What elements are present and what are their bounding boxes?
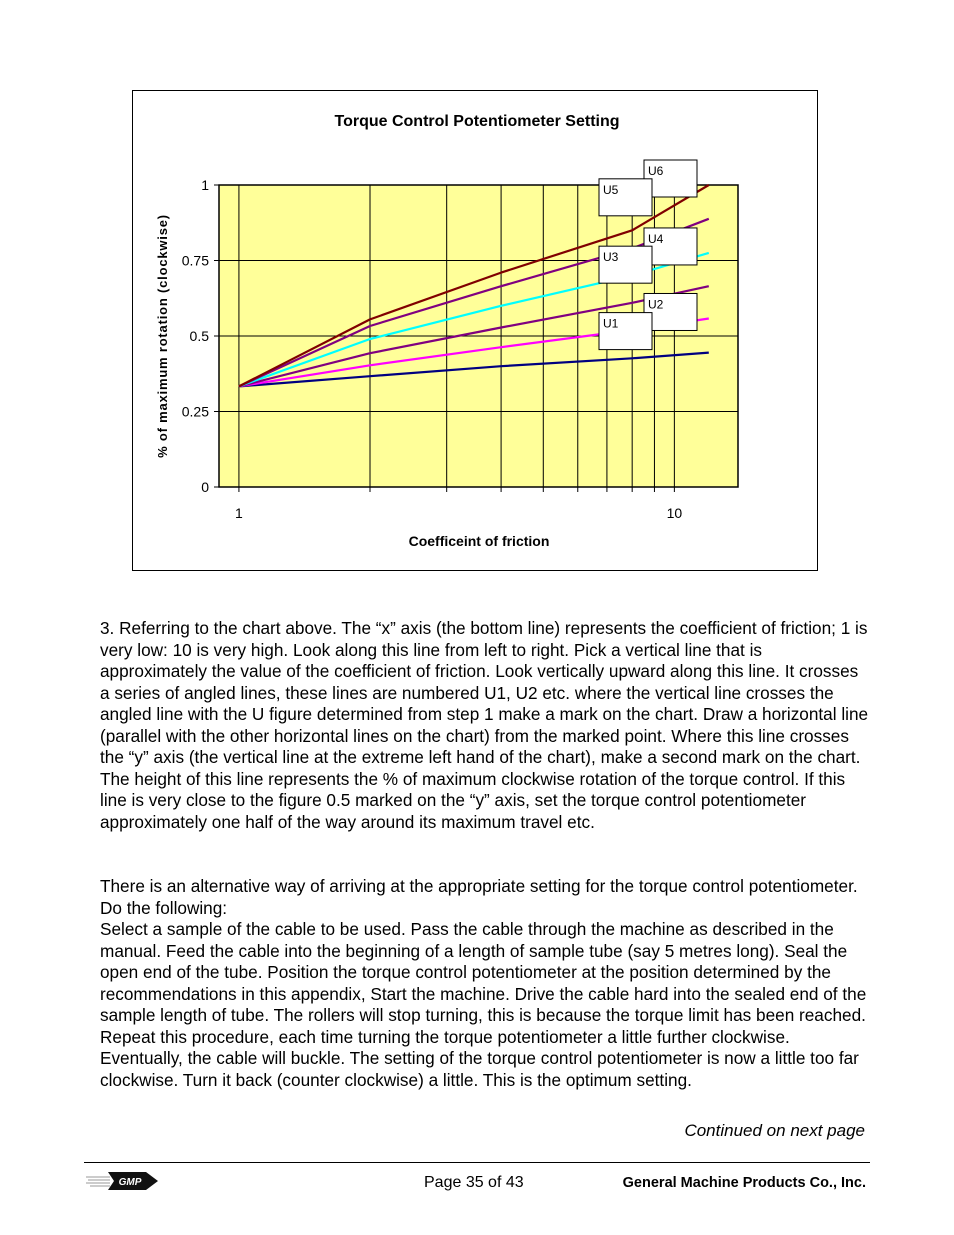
step-3-text: 3. Referring to the chart above. The “x” axis (the bottom line) represents the coefficient of friction; 1 is very low: 10 is very high. Look along this line from left to right. Pick a vertical line that is approximately the value of the coefficient of friction. Look vertically upward along this line. It crosses a series of angled lines, these lines are numbered U1, U2 etc. where the vertical line crosses the angled line with the U figure determined from step 1 make a mark on the chart. Draw a horizontal line (parallel with the other horizontal lines on the chart) from the marked point. Where this line crosses the “y” axis (the vertical line at the extreme left hand of the chart), make a second mark on the chart. The height of this line represents the % of maximum clockwise rotation of the torque control. If this line is very close to the figure 0.5 marked on the “y” axis, set the torque control potentiometer approximately one half of the way around its maximum travel etc. [100, 618, 869, 832]
continued-note: Continued on next page [684, 1121, 865, 1140]
y-tick-label: 0 [201, 479, 209, 495]
alternative-intro: There is an alternative way of arriving at the appropriate setting for the torque control potentiometer. [100, 876, 858, 896]
y-axis-label: % of maximum rotation (clockwise) [155, 214, 170, 458]
series-label-u3: U3 [603, 250, 619, 265]
torque-chart [133, 91, 819, 572]
series-label-u4: U4 [648, 231, 664, 246]
y-tick-label: 0.25 [181, 403, 209, 420]
alternative-method [100, 876, 870, 1091]
series-labels [599, 160, 697, 350]
page-number: Page 35 of 43 [424, 1174, 524, 1191]
series-label-u1: U1 [603, 316, 619, 331]
y-tick-label: 1 [201, 177, 209, 193]
chart-frame [132, 90, 818, 571]
gmp-logo [84, 1168, 164, 1196]
alternative-procedure: Select a sample of the cable to be used. Pass the cable through the machine as described in the manual. Feed the cable into the beginning of a length of sample tube (say 5 metres long). Seal the open end of the tube. Position the torque control potentiometer at the position determined by the recommendations in this appendix, Start the machine. Drive the cable hard into the sealed end of the sample length of tube. The rollers will stop turning, this is because the torque limit has been reached. Repeat this procedure, each time turning the torque potentiometer a little further clockwise. Eventually, the cable will buckle. The setting of the torque control potentiometer is now a little too far clockwise. Turn it back (counter clockwise) a little. This is the optimum setting. [100, 919, 867, 1090]
footer-divider [84, 1162, 870, 1163]
y-tick-label: 0.75 [181, 252, 209, 269]
chart-title: Torque Control Potentiometer Setting [334, 113, 620, 130]
x-tick-label: 10 [666, 505, 683, 521]
series-label-u5: U5 [603, 182, 619, 197]
instruction-paragraph [100, 618, 870, 833]
company-name: General Machine Products Co., Inc. [622, 1175, 866, 1191]
alternative-do-following: Do the following: [100, 897, 228, 918]
series-label-u6: U6 [648, 164, 664, 178]
series-label-u2: U2 [648, 297, 664, 312]
gmp-logo-text: GMP [118, 1177, 142, 1188]
x-tick-label: 1 [235, 505, 243, 521]
x-axis-label: Coefficeint of friction [408, 533, 550, 549]
y-tick-label: 0.5 [189, 328, 209, 344]
